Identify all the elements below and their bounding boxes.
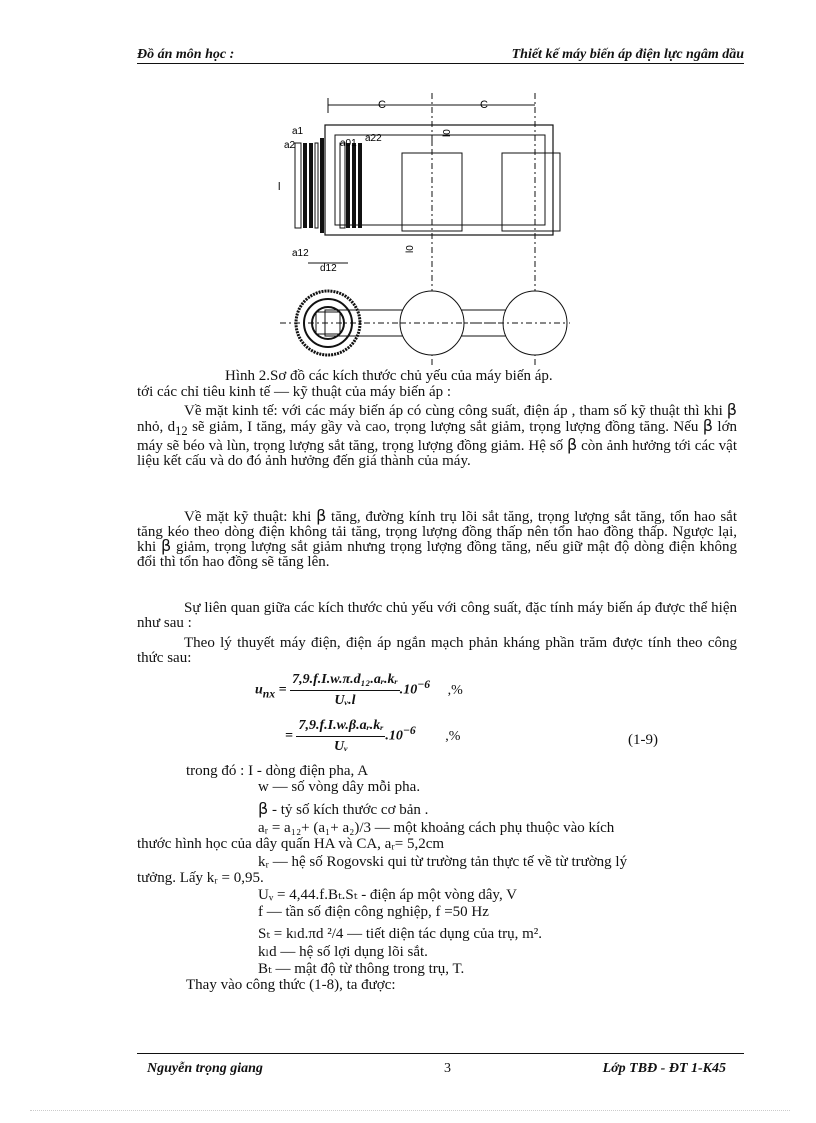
def-kr: kᵣ — hệ số Rogovski qui từ trường tản thực tế về từ trường lý bbox=[258, 854, 628, 870]
figure-caption: Hình 2.Sơ đồ các kích thước chủ yếu của máy biến áp. bbox=[225, 368, 553, 384]
def-turns: w — số vòng dây mỗi pha. bbox=[258, 779, 421, 795]
left-winding bbox=[295, 138, 324, 233]
middle-winding bbox=[340, 143, 362, 228]
def-uv: Uᵥ = 4,44.f.Bₜ.Sₜ - điện áp một vòng dây, V bbox=[258, 887, 517, 903]
def-st: Sₜ = kₗd.πd ²/4 — tiết diện tác dụng của trụ, m². bbox=[258, 926, 542, 942]
footer-class: Lớp TBĐ - ĐT 1-K45 bbox=[602, 1061, 726, 1076]
paragraph-economic: Về mặt kinh tế: với các máy biến áp có cùng công suất, điện áp , tham số kỹ thuật thì khi β nhỏ, $d_{12}$ sẽ giảm, I tăng, máy gầy và cao, trọng lượng sắt giảm, trọng lượng đồng tăng. Nếu β lớn máy sẽ béo và lùn, trọng lượng sắt tăng, trọng lượng đồng giảm. Hệ số β còn ảnh hưởng tới các vật liệu kết cấu và do đó ảnh hưởng đến giá thành của máy. bbox=[137, 400, 738, 469]
paragraph-technical: Về mặt kỹ thuật: khi β tăng, đường kính trụ lõi sắt tăng, trọng lượng sắt tăng, tổn hao sắt tăng kéo theo dòng điện không tải tăng, trọng lượng đồng thấp nên tổn hao đồng thấp. Ngược lại, khi β giảm, trọng lượng sắt giảm nhưng trọng lượng đồng tăng, nếu giữ mật độ dòng điện không đổi thì tổn hao đồng sẽ tăng lên. bbox=[137, 506, 737, 570]
footer-author: Nguyễn trọng giang bbox=[147, 1061, 263, 1076]
formula-ref: (1-9) bbox=[628, 732, 658, 748]
label-a12: a12 bbox=[292, 248, 309, 259]
label-l: l bbox=[278, 181, 281, 193]
label-a2: a2 bbox=[284, 140, 296, 151]
label-c2: C bbox=[480, 99, 488, 111]
intro-line: tới các chỉ tiêu kinh tế — kỹ thuật của máy biến áp : bbox=[137, 384, 452, 400]
transformer-dimension-diagram bbox=[270, 93, 570, 368]
paragraph-relation: Sự liên quan giữa các kích thước chủ yếu với công suất, đặc tính máy biến áp được thể hiện như sau : bbox=[137, 600, 737, 631]
header-right-title: Thiết kế máy biến áp điện lực ngâm dầu bbox=[511, 47, 744, 62]
label-d12: d12 bbox=[320, 263, 337, 274]
beta-symbol: β bbox=[726, 400, 737, 419]
def-substitute: Thay vào công thức (1-8), ta được: bbox=[186, 977, 396, 993]
header-left-title: Đồ án môn học : bbox=[137, 47, 235, 62]
paragraph-theory: Theo lý thuyết máy điện, điện áp ngắn mạch phản kháng phần trăm được tính theo công thức sau: bbox=[137, 635, 737, 666]
label-a01: a01 bbox=[340, 138, 357, 149]
def-f: f — tần số điện công nghiệp, f =50 Hz bbox=[258, 904, 489, 920]
label-l0-top: l0 bbox=[442, 129, 453, 137]
def-bt: Bₜ — mật độ từ thông trong trụ, T. bbox=[258, 961, 465, 977]
footer-rule bbox=[137, 1053, 744, 1054]
header-rule bbox=[137, 63, 744, 64]
label-a22: a22 bbox=[365, 133, 382, 144]
page-edge-dots bbox=[30, 1110, 790, 1111]
def-ar-cont: thước hình học của dây quấn HA và CA, aᵣ= 5,2cm bbox=[137, 836, 445, 852]
def-kld: kₗd — hệ số lợi dụng lõi sắt. bbox=[258, 944, 428, 960]
label-c1: C bbox=[378, 99, 386, 111]
right-coil-block bbox=[502, 153, 560, 231]
def-current: trong đó : I - dòng điện pha, A bbox=[186, 763, 369, 779]
page-number: 3 bbox=[444, 1061, 451, 1076]
def-ar: aᵣ = a₁₂+ (a₁+ a₂)/3 — một khoảng cách phụ thuộc vào kích bbox=[258, 820, 615, 836]
label-a1: a1 bbox=[292, 126, 304, 137]
formula-unx-1: $u_{nx}$ = $\frac{\text{7,9.f.I.w.π.d₁₂.aᵣ.kᵣ}}{\text{Uᵥ.l}}$ $.10^{-6}$ ,% bbox=[255, 672, 463, 708]
core-window bbox=[335, 135, 545, 225]
formula-unx-2: = $\frac{\text{7,9.f.I.w.β.aᵣ.kᵣ}}{\text{Uᵥ}}$ $.10^{-6}$ ,% bbox=[285, 718, 461, 754]
label-l0-bottom: l0 bbox=[405, 245, 416, 253]
def-beta: β - tỷ số kích thước cơ bản . bbox=[258, 799, 429, 818]
def-kr-cont: tưởng. Lấy kᵣ = 0,95. bbox=[137, 870, 264, 886]
